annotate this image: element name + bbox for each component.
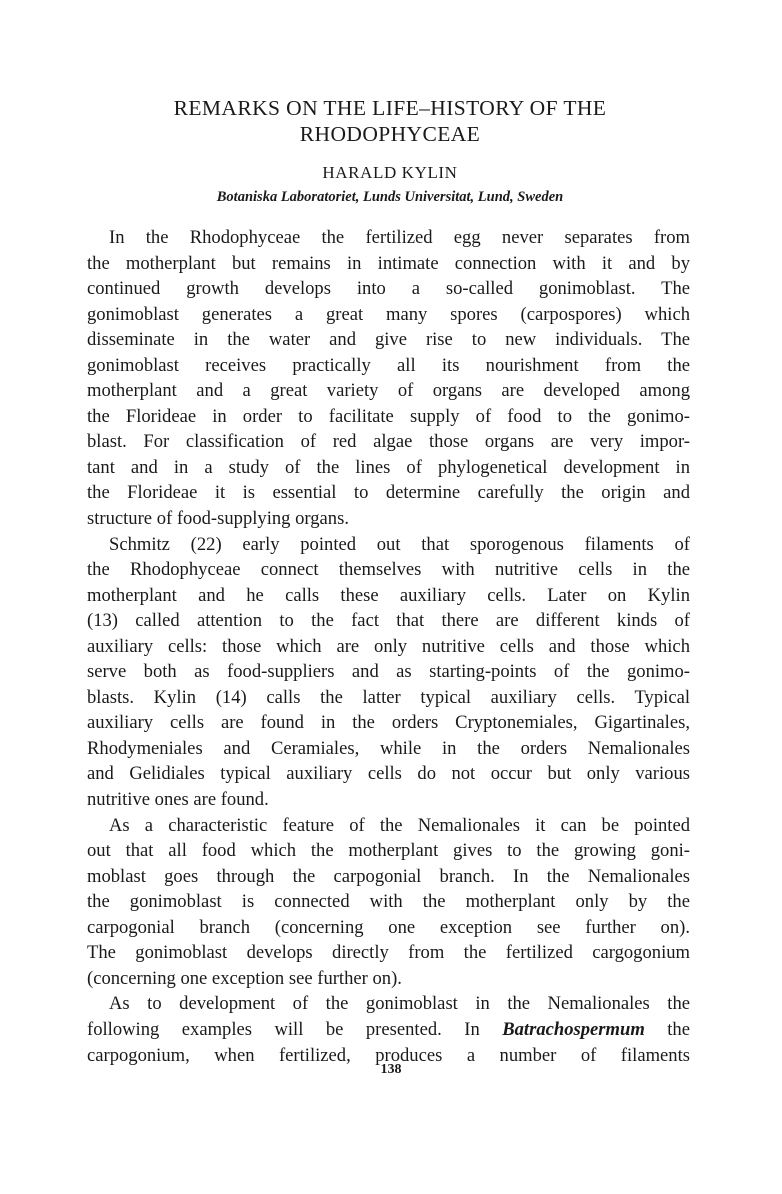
body-line: In the Rhodophyceae the fertilized egg never separates from	[109, 227, 690, 248]
article-body	[87, 225, 690, 1068]
body-line: serve both as food-suppliers and as starting-points of the gonimo-	[87, 661, 690, 683]
body-line: (concerning one exception see further on).	[87, 967, 402, 989]
body-line: structure of food-supplying organs.	[87, 508, 349, 530]
body-line	[87, 1017, 690, 1043]
author-affiliation: Botaniska Laboratoriet, Lunds Universitat, Lund, Sweden	[216, 189, 564, 205]
genus-name-italic: Batrachospermum	[502, 1018, 645, 1040]
body-line: the Florideae in order to facilitate supply of food to the gonimo-	[87, 405, 690, 427]
body-line: The gonimoblast develops directly from the fertilized cargogonium	[87, 942, 690, 964]
article-title-line-1: REMARKS ON THE LIFE–HISTORY OF THE	[173, 96, 607, 120]
body-line: nutritive ones are found.	[87, 789, 269, 811]
body-line: the gonimoblast is connected with the motherplant only by the	[87, 891, 690, 913]
body-text: following examples will be presented. In	[87, 1018, 503, 1040]
body-line: out that all food which the motherplant gives to the growing goni-	[87, 840, 690, 862]
author-name: HARALD KYLIN	[322, 163, 458, 182]
body-line: Rhodymeniales and Ceramiales, while in the orders Nemalionales	[87, 737, 690, 759]
body-line: continued growth develops into a so-called gonimoblast. The	[87, 278, 690, 300]
body-line: Schmitz (22) early pointed out that sporogenous filaments of	[109, 533, 690, 555]
body-line: gonimoblast generates a great many spores (carpospores) which	[87, 303, 690, 325]
body-line: blast. For classification of red algae those organs are very impor-	[87, 431, 690, 453]
body-line: (13) called attention to the fact that there are different kinds of	[87, 610, 690, 632]
body-line: disseminate in the water and give rise to new individuals. The	[87, 329, 690, 351]
body-line: auxiliary cells: those which are only nutritive cells and those which	[87, 635, 690, 657]
body-line: the Rhodophyceae connect themselves with nutritive cells in the	[87, 559, 690, 581]
body-line: the motherplant but remains in intimate connection with it and by	[87, 252, 690, 274]
body-line: As to development of the gonimoblast in the Nemalionales the	[109, 993, 690, 1015]
body-line: the Florideae it is essential to determine carefully the origin and	[87, 482, 690, 504]
page-number: 138	[380, 1062, 402, 1077]
body-line: carpogonium, when fertilized, produces a number of filaments	[87, 1044, 690, 1066]
body-line: and Gelidiales typical auxiliary cells do not occur but only various	[87, 763, 690, 785]
body-line: motherplant and he calls these auxiliary cells. Later on Kylin	[87, 584, 690, 606]
article-title-line-2: RHODOPHYCEAE	[299, 122, 481, 146]
body-line: As a characteristic feature of the Nemalionales it can be pointed	[109, 814, 690, 836]
body-line: moblast goes through the carpogonial branch. In the Nemalionales	[87, 865, 690, 887]
body-line: blasts. Kylin (14) calls the latter typical auxiliary cells. Typical	[87, 686, 690, 708]
body-line: gonimoblast receives practically all its nourishment from the	[87, 354, 690, 376]
body-line: tant and in a study of the lines of phylogenetical development in	[87, 456, 690, 478]
body-text: the	[644, 1018, 690, 1040]
body-line: auxiliary cells are found in the orders Cryptonemiales, Gigartinales,	[87, 712, 690, 734]
body-line: motherplant and a great variety of organs are developed among	[87, 380, 690, 402]
body-line: carpogonial branch (concerning one exception see further on).	[87, 916, 690, 938]
